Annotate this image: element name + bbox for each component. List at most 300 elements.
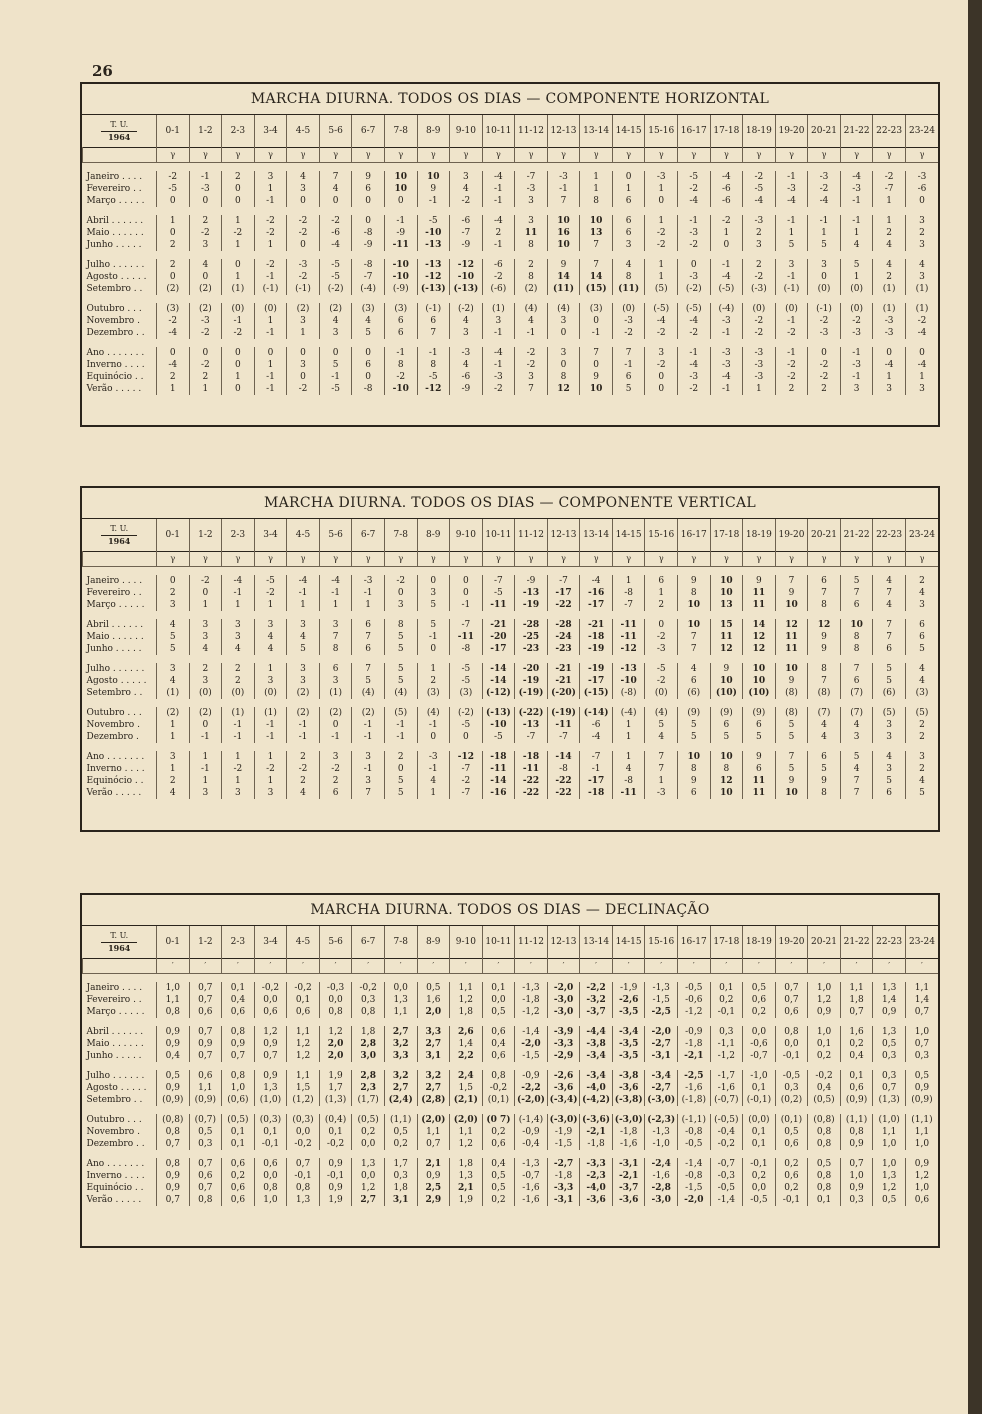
- table-cell: 1: [612, 719, 645, 731]
- table-cell: 0: [417, 643, 450, 655]
- table-cell: -3: [743, 347, 776, 359]
- table-cell: 4: [840, 719, 873, 731]
- table-cell: -3: [645, 171, 678, 183]
- unit-symbol: γ: [450, 552, 483, 567]
- table-cell: 1,2: [254, 1026, 287, 1038]
- table-cell: 0,4: [840, 1050, 873, 1062]
- table-cell: 0: [873, 347, 906, 359]
- table-cell: 3: [515, 215, 548, 227]
- table-cell: 6: [319, 663, 352, 675]
- unit-symbol: γ: [547, 148, 580, 163]
- table-cell: 0,9: [905, 1082, 938, 1094]
- table-cell: -1: [417, 347, 450, 359]
- table-cell: -1: [840, 347, 873, 359]
- group-spacer: [83, 1018, 939, 1026]
- table-cell: 7: [840, 587, 873, 599]
- table-cell: 10: [547, 215, 580, 227]
- table-cell: 1,0: [905, 1138, 938, 1150]
- table-cell: -19: [580, 663, 613, 675]
- table-cell: -7: [547, 731, 580, 743]
- unit-symbol: ′: [743, 959, 776, 974]
- table-cell: (0 7): [482, 1114, 515, 1126]
- table-cell: 1,1: [873, 1126, 906, 1138]
- table-cell: 0: [222, 183, 255, 195]
- table-cell: 3: [157, 599, 190, 611]
- table-cell: 3: [547, 347, 580, 359]
- hour-column-header: 20-21: [808, 115, 841, 148]
- table-cell: (-3,8): [612, 1094, 645, 1106]
- table-cell: -0,9: [515, 1070, 548, 1082]
- table-cell: -4: [905, 359, 938, 371]
- table-cell: 0,9: [319, 1158, 352, 1170]
- table-cell: -5: [450, 719, 483, 731]
- table-cell: -2,7: [547, 1158, 580, 1170]
- table-cell: 7: [319, 171, 352, 183]
- table-cell: -1,1: [710, 1038, 743, 1050]
- table-cell: -3: [710, 315, 743, 327]
- table-cell: 0,7: [905, 1038, 938, 1050]
- table-cell: 4: [840, 239, 873, 251]
- table-cell: -2,0: [547, 982, 580, 994]
- table-cell: (1): [905, 303, 938, 315]
- hour-column-header: 9-10: [450, 519, 483, 552]
- table-cell: 6: [808, 751, 841, 763]
- table-cell: -2,0: [515, 1038, 548, 1050]
- table-cell: 14: [547, 271, 580, 283]
- table-cell: -2,1: [678, 1050, 711, 1062]
- table-cell: -1: [384, 215, 417, 227]
- table-cell: 1: [287, 327, 320, 339]
- table-cell: -5: [743, 183, 776, 195]
- table-cell: -16: [482, 787, 515, 799]
- table-cell: 0: [417, 731, 450, 743]
- row-label: Julho . . . . . .: [86, 1071, 145, 1081]
- table-cell: 0: [450, 575, 483, 587]
- time-unit-label: T. U.: [110, 120, 129, 129]
- table-cell: 7: [612, 347, 645, 359]
- table-row: [83, 1114, 939, 1126]
- table-cell: 3,1: [384, 1194, 417, 1206]
- table-cell: -1,2: [710, 1050, 743, 1062]
- table-cell: (0,8): [808, 1114, 841, 1126]
- table-cell: 0: [384, 195, 417, 207]
- unit-symbol: γ: [384, 148, 417, 163]
- table-cell: (2): [287, 707, 320, 719]
- table-cell: 0: [189, 587, 222, 599]
- hour-column-header: 5-6: [319, 926, 352, 959]
- table-cell: 0,5: [808, 1158, 841, 1170]
- row-label: Ano . . . . . . .: [86, 1159, 145, 1169]
- table-cell: -1: [482, 183, 515, 195]
- table-cell: -1: [319, 731, 352, 743]
- unit-symbol: γ: [775, 148, 808, 163]
- hour-column-header: 3-4: [254, 115, 287, 148]
- table-cell: -0,2: [482, 1082, 515, 1094]
- table-cell: 0,8: [808, 1170, 841, 1182]
- table-cell: 4: [905, 775, 938, 787]
- table-cell: (2): [189, 283, 222, 295]
- table-cell: (-1,1): [678, 1114, 711, 1126]
- table-cell: (-19): [547, 707, 580, 719]
- table-cell: -5: [678, 171, 711, 183]
- table-cell: 2,7: [384, 1026, 417, 1038]
- table-cell: 1,2: [352, 1182, 385, 1194]
- table-cell: 3: [450, 171, 483, 183]
- table-cell: -3: [645, 787, 678, 799]
- table-cell: 1,0: [254, 1194, 287, 1206]
- table-cell: -4: [710, 171, 743, 183]
- group-spacer: [83, 743, 939, 751]
- table-cell: -2: [482, 383, 515, 395]
- table-cell: 0: [352, 215, 385, 227]
- table-cell: 3: [222, 787, 255, 799]
- table-cell: 0,4: [482, 1158, 515, 1170]
- table-cell: -3,4: [612, 1026, 645, 1038]
- table-cell: 0,0: [319, 994, 352, 1006]
- table-cell: -18: [482, 751, 515, 763]
- table-cell: 1,3: [450, 1170, 483, 1182]
- table-cell: 12: [547, 383, 580, 395]
- table-cell: -8: [612, 587, 645, 599]
- table-cell: (4): [417, 707, 450, 719]
- table-row: [83, 643, 939, 655]
- table-cell: -4: [482, 215, 515, 227]
- table-cell: 0,0: [287, 1126, 320, 1138]
- table-cell: -1: [222, 587, 255, 599]
- table-cell: -1: [417, 631, 450, 643]
- table-cell: 6: [384, 327, 417, 339]
- table-cell: 6: [905, 631, 938, 643]
- hour-column-header: 23-24: [905, 519, 938, 552]
- table-cell: 5: [905, 787, 938, 799]
- table-cell: 4: [905, 587, 938, 599]
- table-cell: 2,1: [417, 1158, 450, 1170]
- table-cell: (1): [319, 687, 352, 699]
- table-cell: 0,6: [189, 1006, 222, 1018]
- table-cell: 0,7: [775, 994, 808, 1006]
- row-label: Outubro . . .: [86, 1115, 142, 1125]
- table-cell: -0,8: [678, 1170, 711, 1182]
- table-cell: 1,0: [808, 1026, 841, 1038]
- table-cell: 0,3: [384, 1170, 417, 1182]
- table-cell: 1,8: [352, 1026, 385, 1038]
- table-cell: (9): [678, 707, 711, 719]
- table-cell: 0,8: [222, 1070, 255, 1082]
- table-cell: -0,6: [743, 1038, 776, 1050]
- table-cell: 7: [580, 239, 613, 251]
- table-cell: -10: [482, 719, 515, 731]
- table-cell: -1: [254, 383, 287, 395]
- table-cell: 3: [905, 383, 938, 395]
- table-cell: 0: [157, 195, 190, 207]
- table-cell: 5: [775, 731, 808, 743]
- table-cell: (10): [710, 687, 743, 699]
- table-cell: -22: [547, 787, 580, 799]
- table-cell: -2: [678, 183, 711, 195]
- table-cell: 0,8: [189, 1194, 222, 1206]
- table-cell: -1: [352, 763, 385, 775]
- table-cell: 1,9: [450, 1194, 483, 1206]
- table-cell: -20: [482, 631, 515, 643]
- table-cell: -1: [384, 719, 417, 731]
- table-cell: 7: [873, 587, 906, 599]
- hour-column-header: 16-17: [678, 519, 711, 552]
- unit-symbol: γ: [840, 148, 873, 163]
- table-cell: -1,6: [710, 1082, 743, 1094]
- table-cell: 0,8: [352, 1006, 385, 1018]
- table-cell: -1: [547, 183, 580, 195]
- table-cell: 3: [873, 383, 906, 395]
- table-cell: 6: [840, 599, 873, 611]
- table-cell: 0,9: [157, 1170, 190, 1182]
- table-cell: 5: [840, 259, 873, 271]
- table-cell: -1: [384, 731, 417, 743]
- table-cell: 5: [384, 775, 417, 787]
- table-cell: -1: [254, 371, 287, 383]
- table-cell: -1: [450, 599, 483, 611]
- table-cell: -2: [222, 227, 255, 239]
- table-cell: -9: [384, 227, 417, 239]
- table-cell: 2: [319, 775, 352, 787]
- table-cell: 8: [678, 587, 711, 599]
- table-cell: -11: [482, 599, 515, 611]
- table-cell: (-1,4): [515, 1114, 548, 1126]
- table-cell: 7: [775, 751, 808, 763]
- table-cell: (4): [515, 303, 548, 315]
- table-cell: (2): [287, 687, 320, 699]
- table-cell: 10: [775, 663, 808, 675]
- table-cell: (0,9): [189, 1094, 222, 1106]
- table-cell: 0,6: [840, 1082, 873, 1094]
- row-label: Verão . . . . .: [86, 788, 142, 798]
- table-cell: -2: [743, 171, 776, 183]
- table-cell: 3: [189, 631, 222, 643]
- table-cell: -3,9: [547, 1026, 580, 1038]
- unit-symbol: γ: [352, 552, 385, 567]
- table-cell: 0: [189, 347, 222, 359]
- unit-symbol: ′: [287, 959, 320, 974]
- table-cell: 0: [808, 347, 841, 359]
- unit-symbol: ′: [384, 959, 417, 974]
- table-cell: -1: [254, 195, 287, 207]
- table-cell: 1,0: [905, 1026, 938, 1038]
- row-label: Inverno . . . .: [86, 764, 145, 774]
- table-cell: 5: [775, 239, 808, 251]
- table-cell: 0,5: [157, 1070, 190, 1082]
- table-cell: 5: [808, 763, 841, 775]
- table-cell: 16: [547, 227, 580, 239]
- table-cell: -0,2: [287, 982, 320, 994]
- table-cell: -2: [222, 763, 255, 775]
- hour-column-header: 14-15: [612, 519, 645, 552]
- table-cell: 2: [157, 587, 190, 599]
- table-cell: (2,1): [450, 1094, 483, 1106]
- table-cell: -4: [743, 195, 776, 207]
- table-cell: -0,5: [775, 1070, 808, 1082]
- table-cell: -7: [450, 619, 483, 631]
- table-cell: 0: [157, 227, 190, 239]
- unit-symbol: ′: [612, 959, 645, 974]
- row-label: Setembro . .: [86, 1095, 143, 1105]
- table-body: [83, 959, 939, 1207]
- hour-column-header: 12-13: [547, 926, 580, 959]
- table-cell: 7: [775, 575, 808, 587]
- hour-column-header: 17-18: [710, 519, 743, 552]
- table-cell: (4): [352, 687, 385, 699]
- table-cell: 6: [710, 719, 743, 731]
- unit-symbol: γ: [254, 552, 287, 567]
- table-cell: (1): [873, 283, 906, 295]
- table-cell: 1,8: [840, 994, 873, 1006]
- table-row: [83, 599, 939, 611]
- unit-symbol: ′: [547, 959, 580, 974]
- table-row: [83, 359, 939, 371]
- table-cell: 2,0: [319, 1038, 352, 1050]
- unit-symbol: ′: [775, 959, 808, 974]
- unit-symbol: γ: [319, 552, 352, 567]
- table-cell: 8: [710, 763, 743, 775]
- hour-column-header: 21-22: [840, 115, 873, 148]
- table-cell: -1: [840, 215, 873, 227]
- year-label: 1964: [101, 535, 137, 547]
- table-cell: 3: [189, 239, 222, 251]
- unit-symbol: ′: [189, 959, 222, 974]
- table-cell: -3: [417, 751, 450, 763]
- group-spacer: [83, 1150, 939, 1158]
- row-label: Abril . . . . . .: [86, 1027, 144, 1037]
- table-cell: -1,8: [547, 1170, 580, 1182]
- hour-column-header: 2-3: [222, 926, 255, 959]
- table-cell: -7: [580, 751, 613, 763]
- table-cell: -3,4: [580, 1070, 613, 1082]
- unit-symbol: ′: [580, 959, 613, 974]
- table-cell: 6: [352, 183, 385, 195]
- table-cell: -9: [450, 383, 483, 395]
- data-table: [82, 926, 938, 1206]
- table-cell: -14: [482, 663, 515, 675]
- unit-row: [83, 959, 939, 974]
- table-row: [83, 371, 939, 383]
- unit-symbol: γ: [515, 148, 548, 163]
- table-cell: (1): [254, 707, 287, 719]
- table-cell: 0,9: [840, 1138, 873, 1150]
- table-cell: 0,9: [873, 1006, 906, 1018]
- table-cell: -2: [319, 215, 352, 227]
- table-cell: 8: [580, 195, 613, 207]
- table-cell: -2: [515, 347, 548, 359]
- table-cell: 0,2: [775, 1158, 808, 1170]
- table-cell: 4: [905, 663, 938, 675]
- table-cell: 3: [515, 195, 548, 207]
- table-cell: -21: [580, 619, 613, 631]
- table-cell: -5: [254, 575, 287, 587]
- table-cell: 1: [254, 751, 287, 763]
- table-cell: 8: [515, 239, 548, 251]
- page-edge: [968, 0, 982, 1414]
- table-cell: 1: [580, 171, 613, 183]
- table-cell: 1: [157, 763, 190, 775]
- table-cell: -1: [287, 587, 320, 599]
- table-cell: -1,5: [645, 994, 678, 1006]
- table-cell: 5: [840, 575, 873, 587]
- group-spacer: [83, 163, 939, 172]
- row-label: Março . . . . .: [86, 196, 145, 206]
- table-title: MARCHA DIURNA. TODOS OS DIAS — COMPONENTE HORIZONTAL: [82, 84, 938, 115]
- table-cell: 1: [222, 599, 255, 611]
- table-cell: 3: [254, 619, 287, 631]
- table-cell: -20: [515, 663, 548, 675]
- table-cell: -11: [612, 631, 645, 643]
- table-cell: 0,7: [840, 1158, 873, 1170]
- table-cell: (8): [808, 687, 841, 699]
- table-cell: -2: [287, 763, 320, 775]
- table-cell: -2,5: [645, 1006, 678, 1018]
- table-cell: -1: [678, 215, 711, 227]
- table-cell: -1: [482, 327, 515, 339]
- table-cell: 0: [645, 383, 678, 395]
- table-cell: -3: [840, 359, 873, 371]
- table-cell: 6: [678, 675, 711, 687]
- table-row: [83, 1006, 939, 1018]
- table-cell: -1,4: [515, 1026, 548, 1038]
- table-cell: 9: [808, 631, 841, 643]
- table-cell: 3,3: [384, 1050, 417, 1062]
- unit-symbol: γ: [319, 148, 352, 163]
- table-row: [83, 575, 939, 587]
- table-cell: 7: [808, 587, 841, 599]
- time-unit-label: T. U.: [110, 524, 129, 533]
- table-cell: 0,8: [157, 1158, 190, 1170]
- hour-column-header: 3-4: [254, 926, 287, 959]
- table-cell: 0,5: [482, 1006, 515, 1018]
- table-cell: (15): [580, 283, 613, 295]
- table-cell: (-2): [319, 283, 352, 295]
- table-cell: -2: [645, 675, 678, 687]
- table-cell: 11: [775, 643, 808, 655]
- table-cell: 8: [319, 643, 352, 655]
- table-cell: -3: [645, 643, 678, 655]
- table-cell: -8: [450, 643, 483, 655]
- table-cell: 0,8: [775, 1026, 808, 1038]
- table-cell: -1: [287, 731, 320, 743]
- data-table: [82, 115, 938, 395]
- hour-column-header: 1-2: [189, 519, 222, 552]
- table-cell: 2: [189, 663, 222, 675]
- table-cell: 12: [775, 619, 808, 631]
- table-cell: 4: [645, 731, 678, 743]
- table-cell: 5: [352, 675, 385, 687]
- table-cell: (0,7): [189, 1114, 222, 1126]
- table-cell: -4: [840, 171, 873, 183]
- table-cell: -1: [775, 347, 808, 359]
- table-cell: 1: [840, 271, 873, 283]
- table-cell: 10: [710, 575, 743, 587]
- table-cell: -1,2: [515, 1006, 548, 1018]
- table-cell: -2: [678, 239, 711, 251]
- table-cell: 3: [352, 751, 385, 763]
- table-cell: 6: [352, 643, 385, 655]
- table-cell: -19: [580, 643, 613, 655]
- table-cell: (0): [808, 283, 841, 295]
- table-cell: 7: [417, 327, 450, 339]
- table-cell: 1,2: [287, 1038, 320, 1050]
- table-cell: 0,5: [482, 1182, 515, 1194]
- table-cell: -0,6: [678, 994, 711, 1006]
- table-cell: -2: [287, 271, 320, 283]
- table-cell: (0): [189, 687, 222, 699]
- table-cell: 6: [743, 719, 776, 731]
- table-cell: -13: [612, 663, 645, 675]
